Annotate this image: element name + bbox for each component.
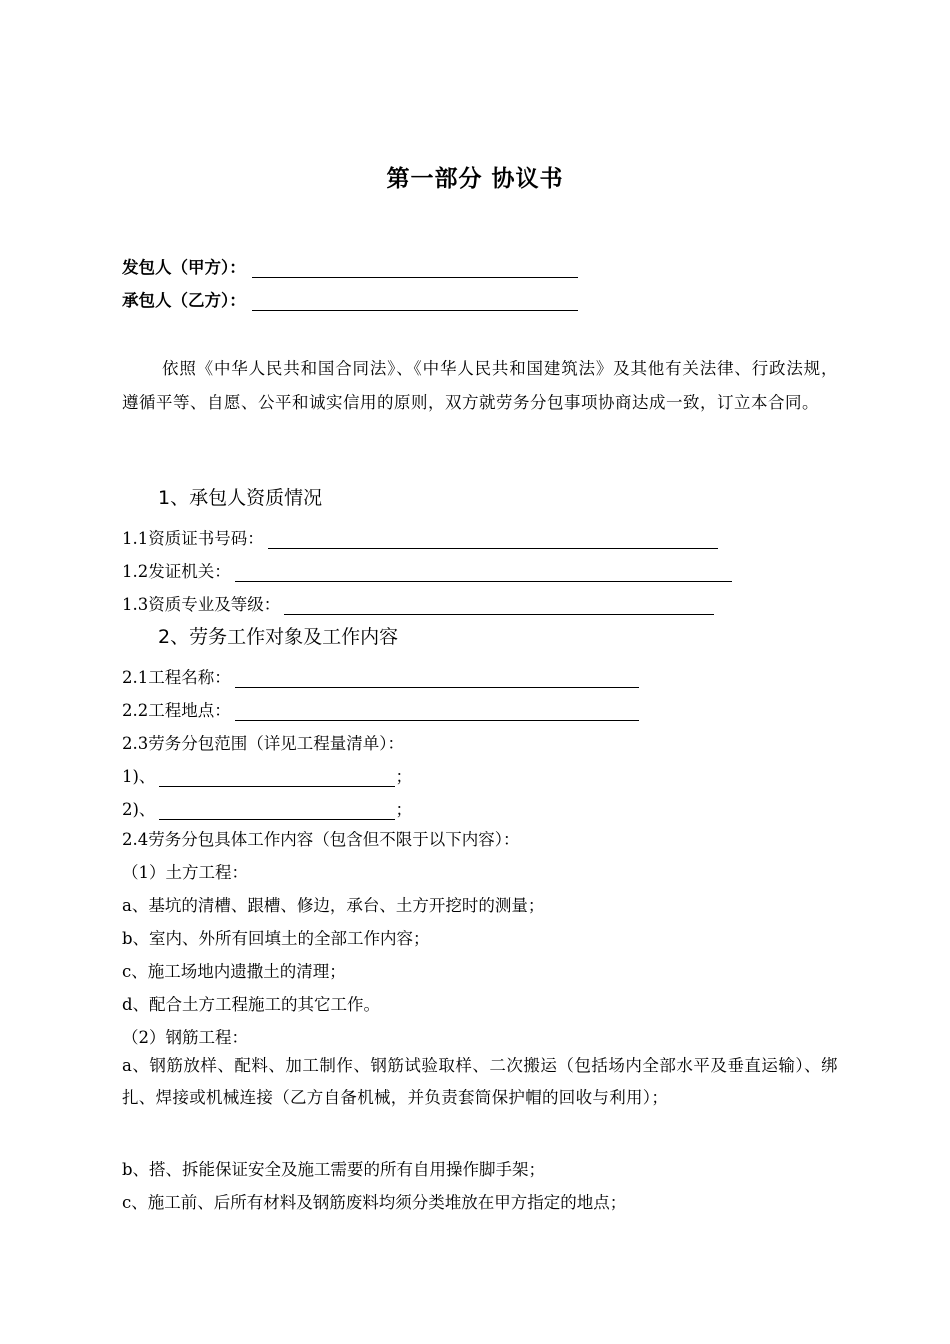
rebar-item-b: b、搭、拆能保证安全及施工需要的所有自用操作脚手架； (122, 1160, 546, 1179)
project-name-line (122, 664, 639, 688)
party-a-blank (252, 259, 578, 278)
party-b-label: 承包人（乙方）： (122, 291, 246, 310)
scope-item-1-blank (159, 768, 395, 787)
scope-item-2-line (122, 796, 412, 820)
subcontract-scope-line (122, 730, 404, 754)
document-title: 第一部分 协议书 (386, 166, 564, 192)
subcontract-scope-label: 2.3劳务分包范围（详见工程量清单）： (122, 734, 404, 753)
party-b-blank (252, 292, 578, 311)
party-b-line (122, 287, 578, 311)
qualification-grade-line (122, 591, 714, 615)
earthwork-item-b: b、室内、外所有回填土的全部工作内容； (122, 929, 430, 948)
earthwork-heading: （1）土方工程： (122, 863, 248, 882)
section-1-heading: 1、承包人资质情况 (158, 487, 323, 509)
scope-item-1-label: 1)、 (122, 767, 156, 786)
party-a-line (122, 254, 578, 278)
qualification-cert-blank (268, 530, 718, 549)
issuing-authority-line (122, 558, 732, 582)
qualification-grade-blank (284, 596, 714, 615)
project-location-line (122, 697, 639, 721)
issuing-authority-blank (235, 563, 732, 582)
section-2-heading: 2、劳务工作对象及工作内容 (158, 626, 399, 648)
rebar-heading: （2）钢筋工程： (122, 1028, 248, 1047)
scope-item-1-semicolon: ； (395, 767, 412, 786)
scope-item-2-semicolon: ； (395, 800, 412, 819)
work-content-line: 2.4劳务分包具体工作内容（包含但不限于以下内容）： (122, 830, 520, 849)
project-name-blank (235, 669, 639, 688)
issuing-authority-label: 1.2发证机关： (122, 562, 231, 581)
intro-paragraph: 依照《中华人民共和国合同法》、《中华人民共和国建筑法》及其他有关法律、行政法规，遵循平等、自愿、公平和诚实信用的原则，双方就劳务分包事项协商达成一致，订立本合同。 (122, 359, 838, 412)
rebar-item-c: c、施工前、后所有材料及钢筋废料均须分类堆放在甲方指定的地点； (122, 1193, 627, 1212)
earthwork-item-c: c、施工场地内遗撒土的清理； (122, 962, 346, 981)
qualification-grade-label: 1.3资质专业及等级： (122, 595, 281, 614)
rebar-item-a: a、钢筋放样、配料、加工制作、钢筋试验取样、二次搬运（包括场内全部水平及垂直运输）、绑扎、焊接或机械连接（乙方自备机械，并负责套筒保护帽的回收与利用）； (122, 1056, 838, 1107)
qualification-cert-label: 1.1资质证书号码： (122, 529, 264, 548)
qualification-cert-line (122, 525, 718, 549)
project-name-label: 2.1工程名称： (122, 668, 231, 687)
scope-item-1-line (122, 763, 412, 787)
earthwork-item-d: d、配合土方工程施工的其它工作。 (122, 995, 381, 1014)
earthwork-item-a: a、基坑的清槽、跟槽、修边，承台、土方开挖时的测量； (122, 896, 545, 915)
project-location-blank (235, 702, 639, 721)
party-a-label: 发包人（甲方）： (122, 258, 246, 277)
scope-item-2-label: 2)、 (122, 800, 156, 819)
scope-item-2-blank (159, 801, 395, 820)
project-location-label: 2.2工程地点： (122, 701, 231, 720)
